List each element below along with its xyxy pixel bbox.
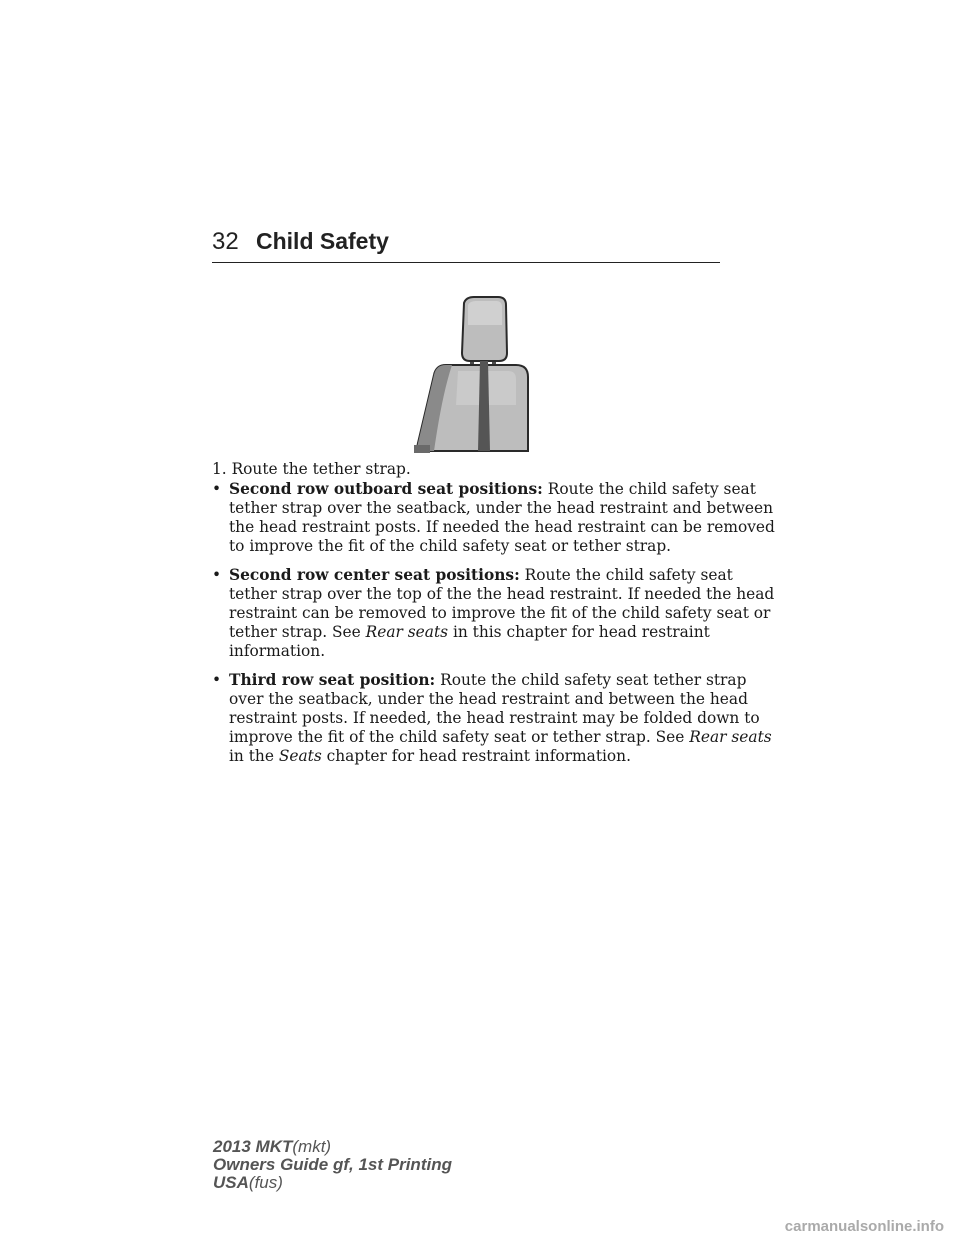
item-text: tether strap over the seatback, under the head restraint and between bbox=[229, 499, 773, 517]
item-text: Route the child safety seat bbox=[524, 566, 733, 584]
rear-seats-reference: Rear seats bbox=[689, 728, 772, 746]
document-footer bbox=[213, 1138, 452, 1192]
item-text: information. bbox=[229, 642, 326, 660]
step-1-text: 1. Route the tether strap. bbox=[212, 460, 411, 478]
seat-with-tether-strap-icon bbox=[412, 295, 532, 457]
item-text: the head restraint posts. If needed the head restraint can be removed bbox=[229, 518, 775, 536]
item-text: over the seatback, under the head restraint and between the head bbox=[229, 690, 748, 708]
body-content bbox=[212, 460, 775, 776]
footer-model: 2013 MKT bbox=[213, 1137, 293, 1156]
item-text: Route the child safety seat tether strap bbox=[440, 671, 747, 689]
item-heading: Third row seat position: bbox=[229, 671, 436, 689]
item-text: to improve the fit of the child safety seat or tether strap. bbox=[229, 537, 672, 555]
list-item-third-row bbox=[212, 671, 772, 766]
watermark: carmanualsonline.info bbox=[784, 1218, 944, 1235]
item-text: restraint posts. If needed, the head restraint may be folded down to bbox=[229, 709, 760, 727]
footer-market: USA bbox=[213, 1173, 249, 1192]
item-text: chapter for head restraint information. bbox=[321, 747, 631, 765]
footer-guide: Owners Guide gf, 1st Printing bbox=[213, 1155, 452, 1174]
footer-model-code: (mkt) bbox=[292, 1137, 332, 1156]
page-number: 32 bbox=[212, 228, 239, 255]
item-heading: Second row outboard seat positions: bbox=[229, 480, 543, 498]
bullet-icon: • bbox=[212, 671, 222, 689]
item-text: tether strap over the top of the the head restraint. If needed the head bbox=[229, 585, 775, 603]
seats-chapter-reference: Seats bbox=[278, 747, 322, 765]
item-text: in the bbox=[229, 747, 279, 765]
bullet-icon: • bbox=[212, 566, 222, 584]
page-header bbox=[212, 226, 720, 263]
footer-market-code: (fus) bbox=[248, 1173, 283, 1192]
item-text: tether strap. See bbox=[229, 623, 366, 641]
rear-seats-reference: Rear seats bbox=[365, 623, 449, 641]
item-text: restraint can be removed to improve the fit of the child safety seat or bbox=[229, 604, 771, 622]
list-item-second-row-center bbox=[212, 566, 775, 661]
item-heading: Second row center seat positions: bbox=[229, 566, 520, 584]
chapter-title: Child Safety bbox=[256, 228, 389, 254]
item-text: improve the fit of the child safety seat or tether strap. See bbox=[229, 728, 690, 746]
item-text: Route the child safety seat bbox=[547, 480, 756, 498]
bullet-icon: • bbox=[212, 480, 222, 498]
list-item-second-row-outboard bbox=[212, 480, 775, 556]
item-text: in this chapter for head restraint bbox=[448, 623, 710, 641]
